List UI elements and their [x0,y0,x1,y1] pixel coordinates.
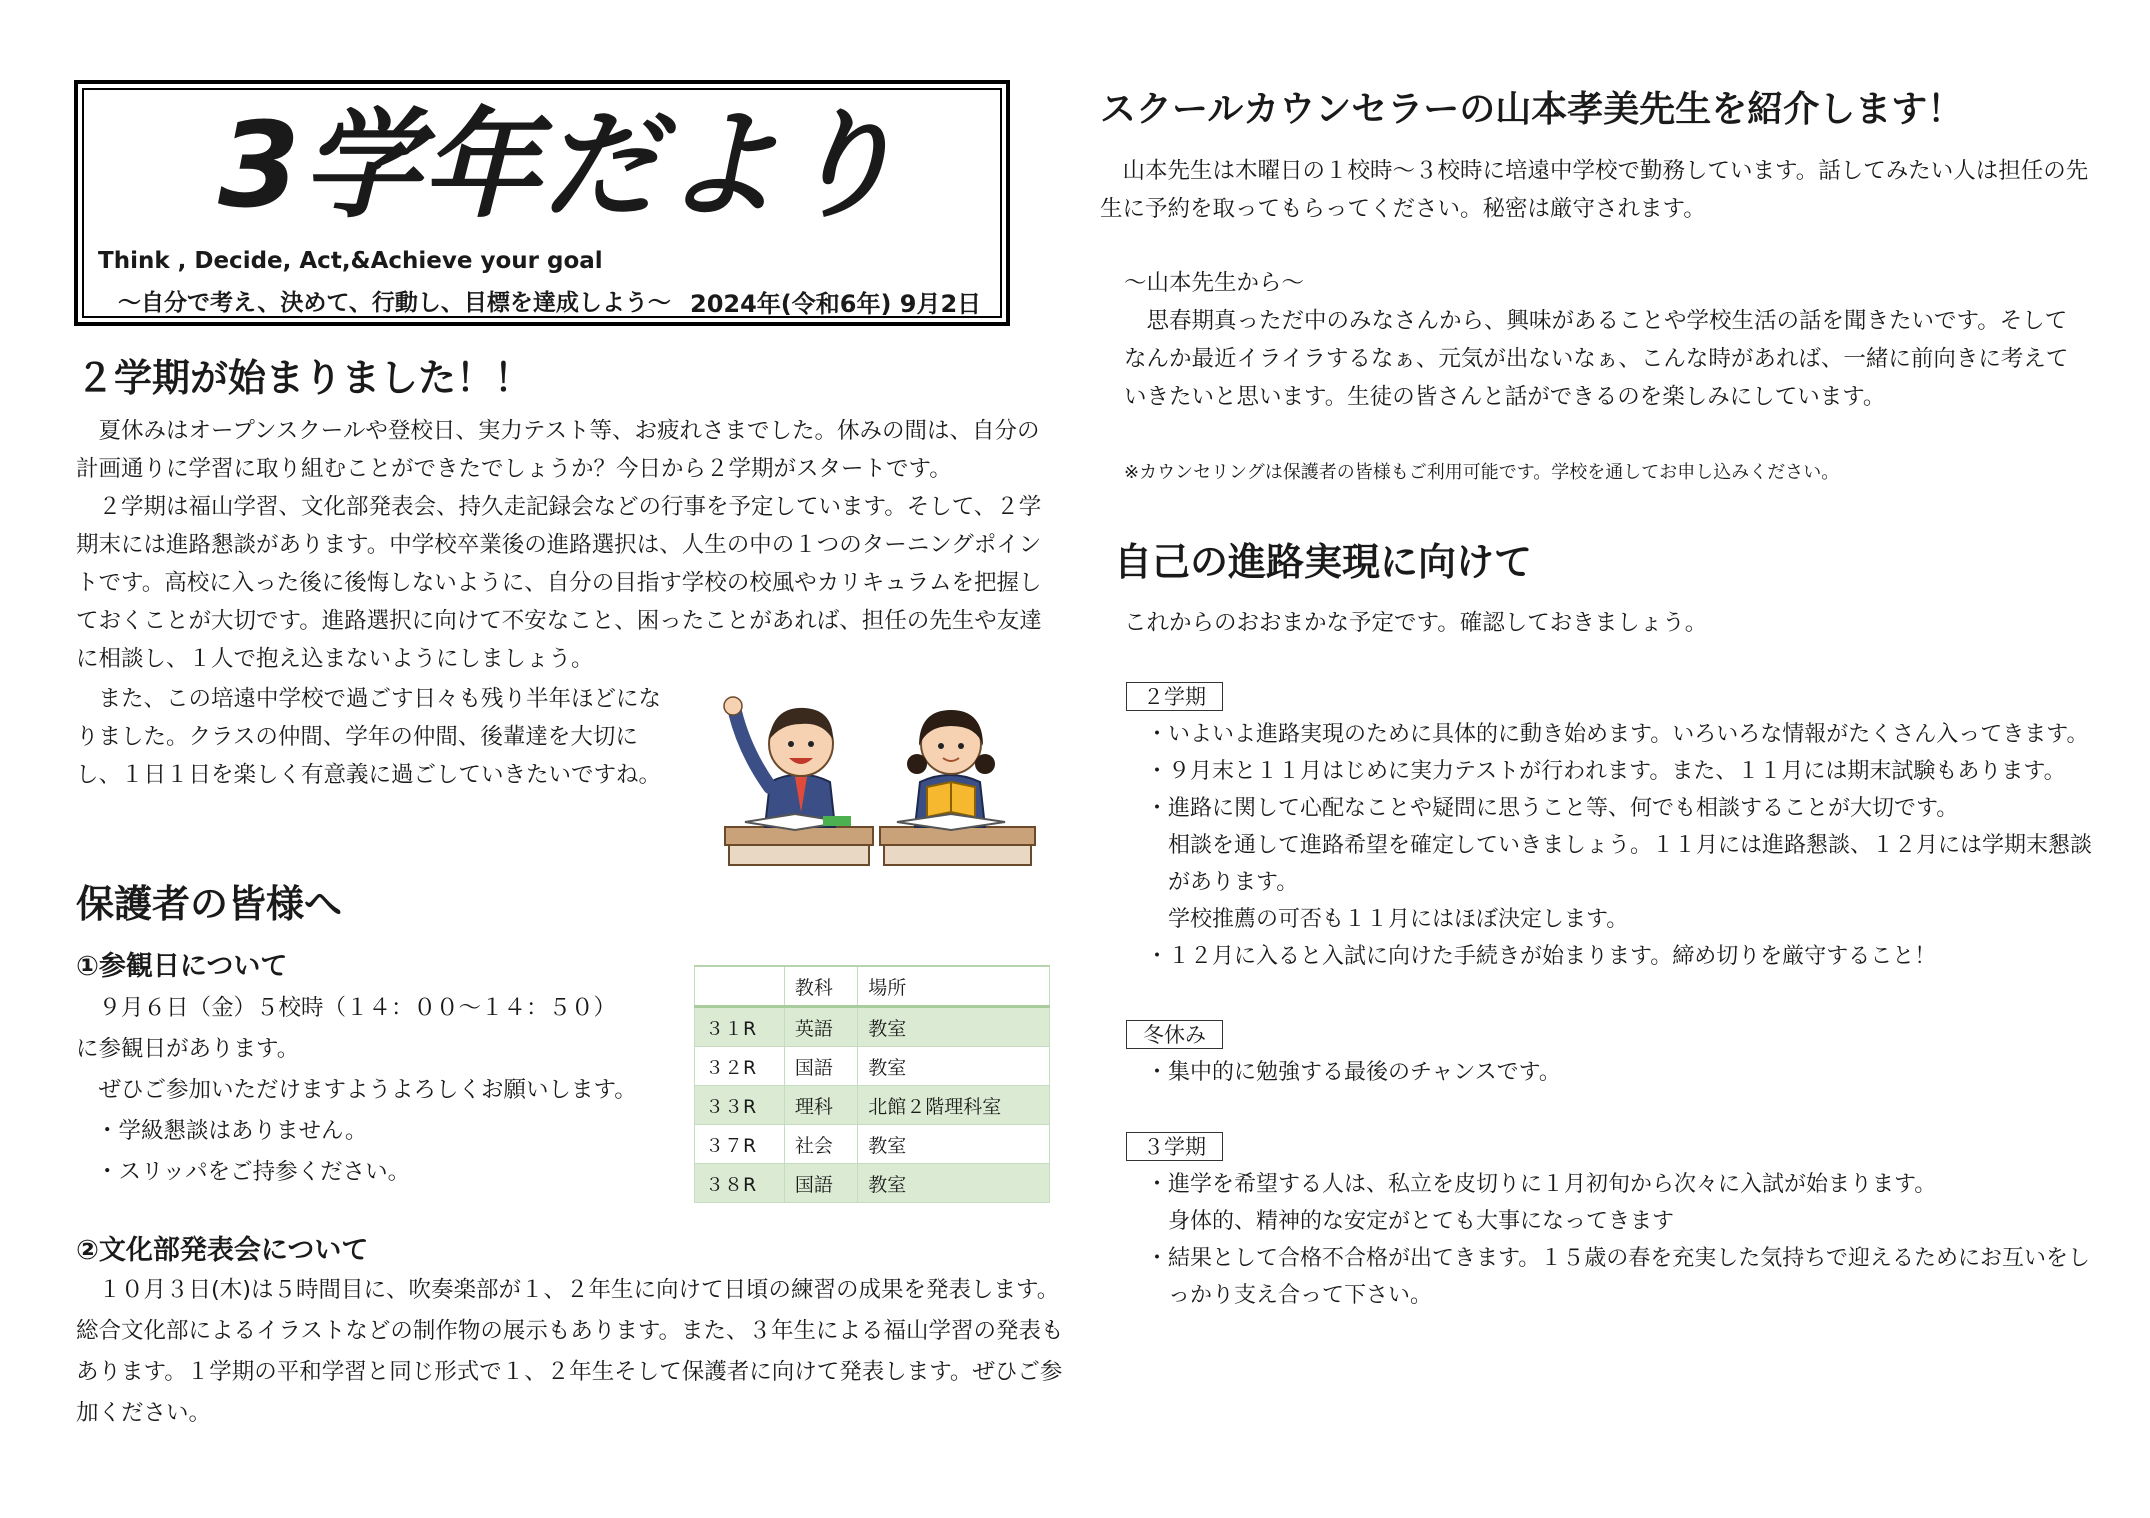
newsletter-title-box [74,80,1010,326]
table-cell-place: 教室 [858,1125,1050,1164]
table-row [695,1125,1050,1164]
newsletter-title: 3学年だより [218,96,903,234]
motto-english: Think , Decide, Act,&Achieve your goal [98,248,603,274]
table-row [695,1007,1050,1047]
counselor-intro-text: 山本先生は木曜日の１校時～３校時に培遠中学校で勤務しています。話してみたい人は担任の先生に予約を取ってもらってください。秘密は厳守されます。 [1100,158,2089,222]
term3-list [1146,1166,2096,1314]
visit-day-note-2: ・スリッパをご持参ください。 [96,1159,411,1185]
table-cell-class: ３２R [695,1047,785,1086]
motto-japanese: ～自分で考え、決めて、行動し、目標を達成しよう～ [118,290,671,316]
table-row [695,1047,1050,1086]
list-item: 身体的、精神的な安定がとても大事になってきます [1168,1209,1675,1234]
table-cell-subject: 国語 [784,1047,857,1086]
term3-label: ３学期 [1126,1132,1223,1161]
visit-day-note-1: ・学級懇談はありません。 [96,1118,368,1144]
counselor-note: ※カウンセリングは保護者の皆様もご利用可能です。学校を通してお申し込みください。 [1124,462,1840,483]
term2-label: ２学期 [1126,682,1223,711]
culture-festival-heading: ②文化部発表会について [76,1235,369,1266]
students-illustration [715,682,1045,882]
list-item: ・ 進学を希望する人は、私立を皮切りに１月初旬から次々に入試が始まります。 [1146,1166,2096,1203]
table-cell-class: ３１R [695,1007,785,1047]
counselor-heading: スクールカウンセラーの山本孝美先生を紹介します！ [1100,89,1964,130]
table-cell-place: 教室 [858,1164,1050,1203]
table-row [695,1086,1050,1125]
table-cell-place: 北館２階理科室 [858,1086,1050,1125]
term2-list [1146,716,2096,975]
culture-festival-body [76,1270,1066,1434]
counselor-message-block [1124,264,2084,416]
semester-paragraph-3: また、この培遠中学校で過ごす日々も残り半年ほどになりました。クラスの仲間、学年の仲間、後輩達を大切にし、１日１日を楽しく有意義に過ごしていきたいですね。 [76,686,662,788]
list-item: ・ ９月末と１１月はじめに実力テストが行われます。また、１１月には期末試験もあります。 [1146,753,2096,790]
semester-paragraph-1: 夏休みはオープンスクールや登校日、実力テスト等、お疲れさまでした。休みの間は、自分の計画通りに学習に取り組むことができたでしょうか？今日から２学期がスタートです。 [76,418,1040,482]
visit-day-heading: ①参観日について [76,951,288,982]
career-heading: 自己の進路実現に向けて [1114,540,1533,584]
winter-label: 冬休み [1126,1020,1223,1049]
table-cell-subject: 英語 [784,1007,857,1047]
table-row [695,1164,1050,1203]
list-item: ・ いよいよ進路実現のために具体的に動き始めます。いろいろな情報がたくさん入ってきます。 [1146,716,2096,753]
table-header-row [695,966,1050,1007]
table-cell-subject: 理科 [784,1086,857,1125]
visit-day-request: ぜひご参加いただけますようよろしくお願いします。 [98,1077,637,1103]
table-header-place: 場所 [858,966,1050,1007]
counselor-intro [1100,152,2090,228]
counselor-message-text: 思春期真っただ中のみなさんから、興味があることや学校生活の話を聞きたいです。そしてなんか最近イライラするなぁ、元気が出ないなぁ、こんな時があれば、一緒に前向きに考えていきたいと思います。生徒の皆さんと話ができるのを楽しみにしています。 [1124,308,2069,410]
semester-heading: ２学期が始まりました！！ [76,356,533,400]
visit-day-announcement: に参観日があります。 [76,1036,300,1062]
list-item: ・ 進路に関して心配なことや疑問に思うこと等、何でも相談することが大切です。 [1146,790,2096,827]
culture-festival-text: １０月３日(木)は５時間目に、吹奏楽部が１、２年生に向けて日頃の練習の成果を発表します。総合文化部によるイラストなどの制作物の展示もあります。また、３年生による福山学習の発表もあります。１学期の平和学習と同じ形式で１、２年生そして保護者に向けて発表します。ぜひご参加ください。 [76,1277,1064,1426]
table-cell-subject: 国語 [784,1164,857,1203]
list-item: ・ １２月に入ると入試に向けた手続きが始まります。締め切りを厳守すること！ [1146,938,2096,975]
semester-body [76,412,1048,678]
table-cell-class: ３７R [695,1125,785,1164]
semester-closing [76,680,668,794]
career-lead: これからのおおまかな予定です。確認しておきましょう。 [1124,610,1708,636]
table-cell-class: ３８R [695,1164,785,1203]
table-cell-subject: 社会 [784,1125,857,1164]
visit-day-time: ９月６日（金）５校時（１４：００～１４：５０） [98,995,617,1021]
list-item: 学校推薦の可否も１１月にはほぼ決定します。 [1168,907,1629,932]
list-item: 相談を通して進路希望を確定していきましょう。１１月には進路懇談、１２月には学期末懇談があります。 [1168,833,2093,895]
table-cell-place: 教室 [858,1047,1050,1086]
list-item: ・ 集中的に勉強する最後のチャンスです。 [1146,1054,2096,1091]
visit-day-body [76,988,676,1193]
guardians-heading: 保護者の皆様へ [76,882,343,926]
issue-date: 2024年(令和6年) 9月2日 [690,290,982,318]
semester-paragraph-2: ２学期は福山学習、文化部発表会、持久走記録会などの行事を予定しています。そして、２学期末には進路懇談があります。中学校卒業後の進路選択は、人生の中の１つのターニングポイントです。高校に入った後に後悔しないように、自分の目指す学校の校風やカリキュラムを把握しておくことが大切です。進路選択に向けて不安なこと、困ったことがあれば、担任の先生や友達に相談し、１人で抱え込まないようにしましょう。 [76,494,1042,672]
table-cell-class: ３３R [695,1086,785,1125]
visit-schedule-table [694,965,1050,1203]
table-cell-place: 教室 [858,1007,1050,1047]
table-header-class [695,966,785,1007]
winter-list [1146,1054,2096,1091]
table-header-subject: 教科 [784,966,857,1007]
list-item: ・ 結果として合格不合格が出てきます。１５歳の春を充実した気持ちで迎えるためにお互いをしっかり支え合って下さい。 [1146,1240,2096,1314]
counselor-message-from: ～山本先生から～ [1124,270,1305,296]
